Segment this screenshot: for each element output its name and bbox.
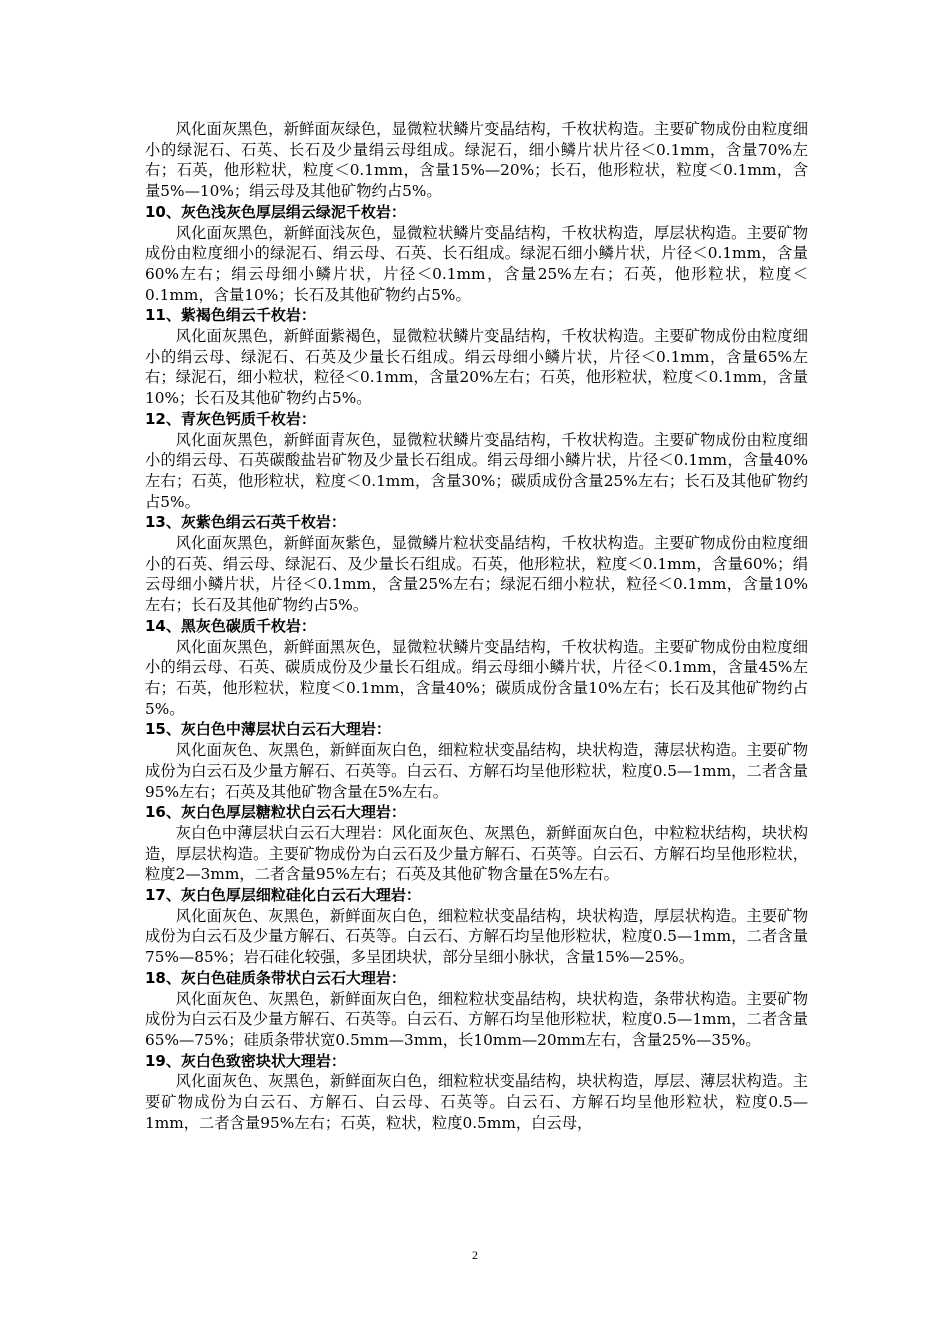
section-heading: 15、灰白色中薄层状白云石大理岩： [145,720,391,739]
section-heading: 17、灰白色厚层细粒硅化白云石大理岩： [145,886,421,905]
paragraph: 风化面灰黑色，新鲜面青灰色，显微粒状鳞片变晶结构，千枚状构造。主要矿物成份由粒度细小的绢云母、石英碳酸盐岩矿物及少量长石组成。绢云母细小鳞片状，片径＜0.1mm，含量40%左右；石英，他形粒状，粒度＜0.1mm，含量30%；碳质成份含量25%左右；长石及其他矿物约占5%。 [145,430,808,511]
section-heading: 19、灰白色致密块状大理岩： [145,1051,346,1070]
page-number: 2 [472,1248,478,1262]
paragraph: 风化面灰黑色，新鲜面浅灰色，显微粒状鳞片变晶结构，千枚状构造，厚层状构造。主要矿物成份由粒度细小的绿泥石、绢云母、石英、长石组成。绿泥石细小鳞片状，片径＜0.1mm，含量60%左右；绢云母细小鳞片状，片径＜0.1mm，含量25%左右；石英，他形粒状，粒度＜0.1mm，含量10%；长石及其他矿物约占5%。 [145,223,808,304]
paragraph: 风化面灰黑色，新鲜面黑灰色，显微粒状鳞片变晶结构，千枚状构造。主要矿物成份由粒度细小的绢云母、石英、碳质成份及少量长石组成。绢云母细小鳞片状，片径＜0.1mm，含量45%左右；石英，他形粒状，粒度＜0.1mm，含量40%；碳质成份含量10%左右；长石及其他矿物约占5%。 [145,637,808,718]
section-heading: 10、灰色浅灰色厚层绢云绿泥千枚岩： [145,202,406,221]
section-heading: 16、灰白色厚层糖粒状白云石大理岩： [145,803,406,822]
paragraph: 风化面灰色、灰黑色，新鲜面灰白色，细粒粒状变晶结构，块状构造，薄层状构造。主要矿物成份为白云石及少量方解石、石英等。白云石、方解石均呈他形粒状，粒度0.5—1mm，二者含量95%左右；石英及其他矿物含量在5%左右。 [145,741,808,801]
paragraph: 风化面灰色、灰黑色，新鲜面灰白色，细粒粒状变晶结构，块状构造，条带状构造。主要矿物成份为白云石及少量方解石、石英等。白云石、方解石均呈他形粒状，粒度0.5—1mm，二者含量65%—75%；硅质条带状宽0.5mm—3mm，长10mm—20mm左右，含量25%—35%。 [145,989,808,1049]
paragraph: 风化面灰黑色，新鲜面灰绿色，显微粒状鳞片变晶结构，千枚状构造。主要矿物成份由粒度细小的绿泥石、石英、长石及少量绢云母组成。绿泥石，细小鳞片状片径＜0.1mm，含量70%左右；石英，他形粒状，粒度＜0.1mm，含量15%—20%；长石，他形粒状，粒度＜0.1mm，含量5%—10%；绢云母及其他矿物约占5%。 [145,120,808,201]
section-heading: 11、紫褐色绢云千枚岩： [145,306,316,325]
section-heading: 13、灰紫色绢云石英千枚岩： [145,513,346,532]
section-heading: 14、黑灰色碳质千枚岩： [145,616,316,635]
paragraph: 风化面灰色、灰黑色，新鲜面灰白色，细粒粒状变晶结构，块状构造，厚层、薄层状构造。主要矿物成份为白云石、方解石、白云母、石英等。白云石、方解石均呈他形粒状，粒度0.5—1mm，二者含量95%左右；石英，粒状，粒度0.5mm，白云母， [145,1072,808,1132]
paragraph: 风化面灰黑色，新鲜面灰紫色，显微鳞片粒状变晶结构，千枚状构造。主要矿物成份由粒度细小的石英、绢云母、绿泥石、及少量长石组成。石英，他形粒状，粒度＜0.1mm，含量60%；绢云母细小鳞片状，片径＜0.1mm，含量25%左右；绿泥石细小粒状，粒径＜0.1mm，含量10%左右；长石及其他矿物约占5%。 [145,534,808,615]
paragraph: 灰白色中薄层状白云石大理岩：风化面灰色、灰黑色，新鲜面灰白色，中粒粒状结构，块状构造，厚层状构造。主要矿物成份为白云石及少量方解石、石英等。白云石、方解石均呈他形粒状，粒度2—3mm，二者含量95%左右；石英及其他矿物含量在5%左右。 [145,823,808,884]
paragraph: 风化面灰黑色，新鲜面紫褐色，显微粒状鳞片变晶结构，千枚状构造。主要矿物成份由粒度细小的绢云母、绿泥石、石英及少量长石组成。绢云母细小鳞片状，片径＜0.1mm，含量65%左右；绿泥石，细小粒状，粒径＜0.1mm，含量20%左右；石英，他形粒状，粒度＜0.1mm，含量10%；长石及其他矿物约占5%。 [145,327,808,408]
document-body [145,119,808,1133]
section-heading: 18、灰白色硅质条带状白云石大理岩： [145,968,406,987]
paragraph: 风化面灰色、灰黑色，新鲜面灰白色，细粒粒状变晶结构，块状构造，厚层状构造。主要矿物成份为白云石及少量方解石、石英等。白云石、方解石均呈他形粒状，粒度0.5—1mm，二者含量75%—85%；岩石硅化较强，多呈团块状，部分呈细小脉状，含量15%—25%。 [145,906,808,967]
section-heading: 12、青灰色钙质千枚岩： [145,409,316,428]
